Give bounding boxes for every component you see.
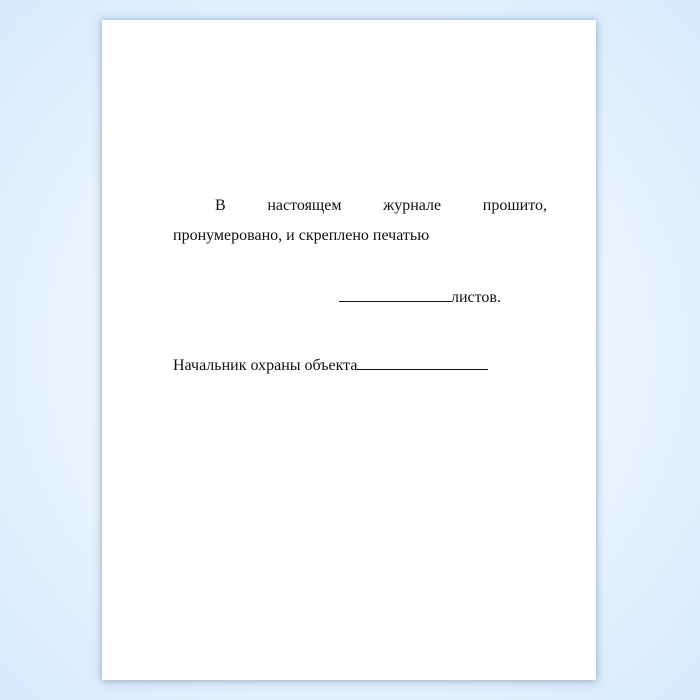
word: прошито, (482, 197, 547, 214)
signature-line (173, 354, 488, 376)
signature-blank (357, 354, 488, 370)
certification-line-2: пронумеровано, и скреплено печатью (173, 227, 430, 244)
certification-line-1 (173, 196, 547, 216)
word: В (215, 197, 226, 214)
document-page (102, 20, 596, 680)
sheets-label: листов. (451, 289, 501, 306)
sheet-count-line (339, 286, 501, 308)
word: настоящем (267, 197, 342, 214)
sheet-count-blank (339, 286, 451, 302)
word: журнале (383, 197, 442, 214)
signature-label: Начальник охраны объекта (173, 357, 358, 374)
